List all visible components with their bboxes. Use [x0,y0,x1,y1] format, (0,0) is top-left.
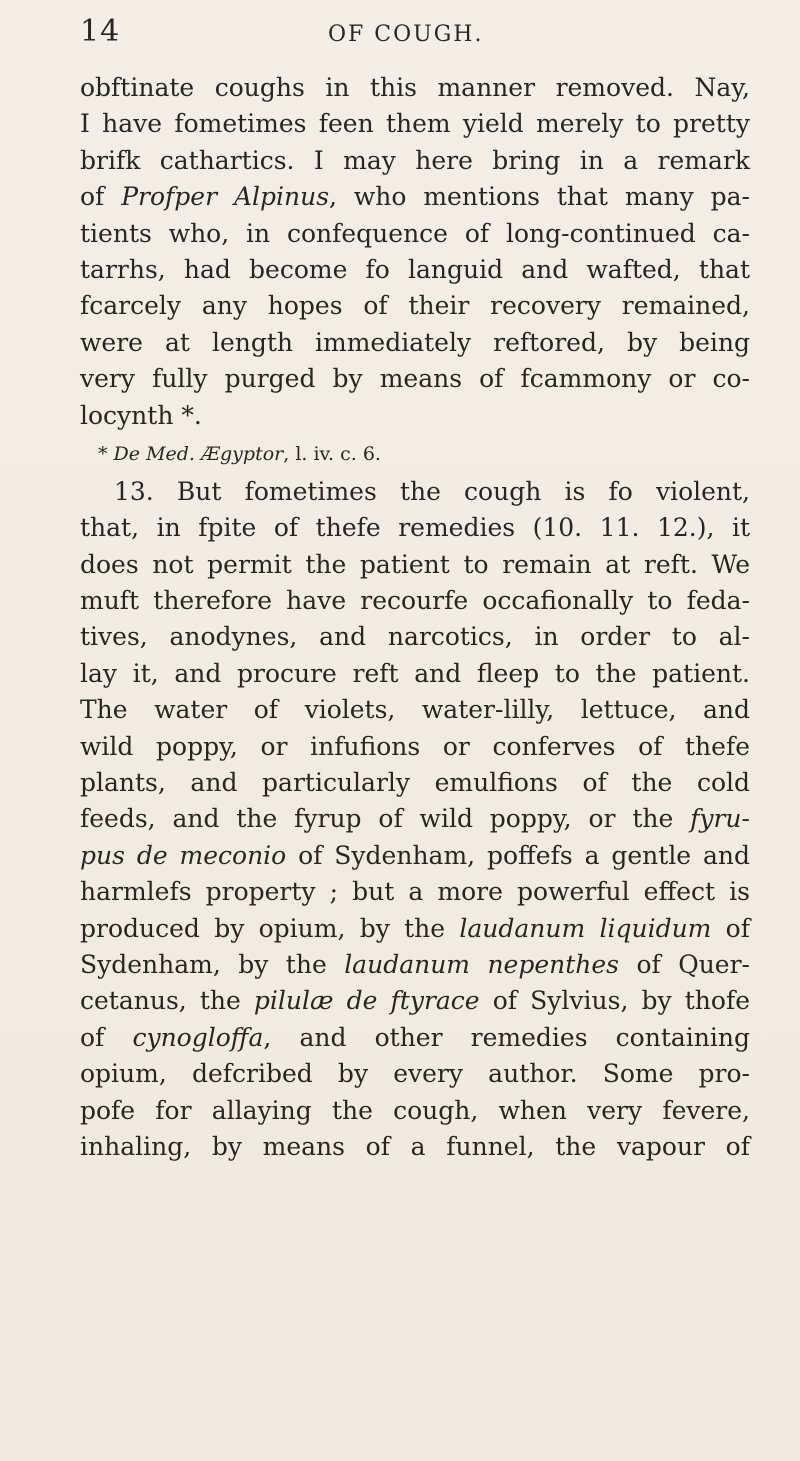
italic-term: pilulæ de ftyrace [253,986,480,1016]
text-line: locynth *. [80,400,202,430]
text-line: very fully purged by means of fcammony or co- [80,364,750,394]
italic-term: laudanum nepenthes [344,949,620,979]
text-line: Sydenham, by the laudanum nepenthes of Quer- [80,949,750,979]
text-line: feeds, and the fyrup of wild poppy, or the fyru- [80,804,750,834]
text-line: fcarcely any hopes of their recovery remained, [80,291,750,321]
page-number: 14 [80,14,121,49]
text-line: lay it, and procure reft and fleep to the patient. [80,658,750,688]
text-line: plants, and particularly emulfions of the cold [80,768,750,798]
text-line: I have fometimes feen them yield merely to pretty [80,109,750,139]
text-line: of Profper Alpinus, who mentions that many pa- [80,182,750,212]
italic-term: pus de meconio [80,840,287,870]
text-line: opium, defcribed by every author. Some pro- [80,1059,750,1089]
footnote: * De Med. Ægyptor, l. iv. c. 6. [98,442,381,465]
text-line: does not permit the patient to remain at reft. We [80,549,750,579]
text-line: produced by opium, by the laudanum liquidum of [80,913,750,943]
text-line: obftinate coughs in this manner removed. Nay, [80,73,750,102]
paragraph-start: 13. But fometimes the cough is fo violent, [114,476,750,506]
italic-name: Profper Alpinus [121,182,330,212]
text-line: wild poppy, or infufions or conferves of thefe [80,731,750,761]
text-line: tients who, in confequence of long-continued ca- [80,218,750,248]
text-line: that, in fpite of thefe remedies (10. 11. 12.), it [80,513,750,543]
text-line: were at length immediately reftored, by being [80,327,750,357]
text-line: pofe for allaying the cough, when very fevere, [80,1095,750,1125]
text-line: brifk cathartics. I may here bring in a remark [80,145,750,175]
text-line: tives, anodynes, and narcotics, in order to al- [80,622,750,652]
running-head [80,14,740,54]
text-line: The water of violets, water-lilly, lettuce, and [80,695,750,725]
italic-term: fyru- [690,804,750,834]
running-title: OF COUGH. [328,22,484,47]
footnote-citation: De Med. Ægyptor [113,442,284,465]
italic-term: cynogloffa [132,1022,264,1052]
text-line: of cynogloffa, and other remedies containing [80,1022,750,1052]
text-line: harmlefs property ; but a more powerful effect is [80,877,750,907]
text-line: tarrhs, had become fo languid and wafted, that [80,254,750,284]
italic-term: laudanum liquidum [459,913,712,943]
text-line: pus de meconio of Sydenham, poffefs a gentle and [80,840,751,870]
body-text [80,70,750,1165]
text-line: cetanus, the pilulæ de ftyrace of Sylvius, by thofe [80,986,750,1016]
text-line: inhaling, by means of a funnel, the vapour of [80,1131,750,1161]
text-line: muft therefore have recourfe occafionally to feda- [80,586,750,616]
